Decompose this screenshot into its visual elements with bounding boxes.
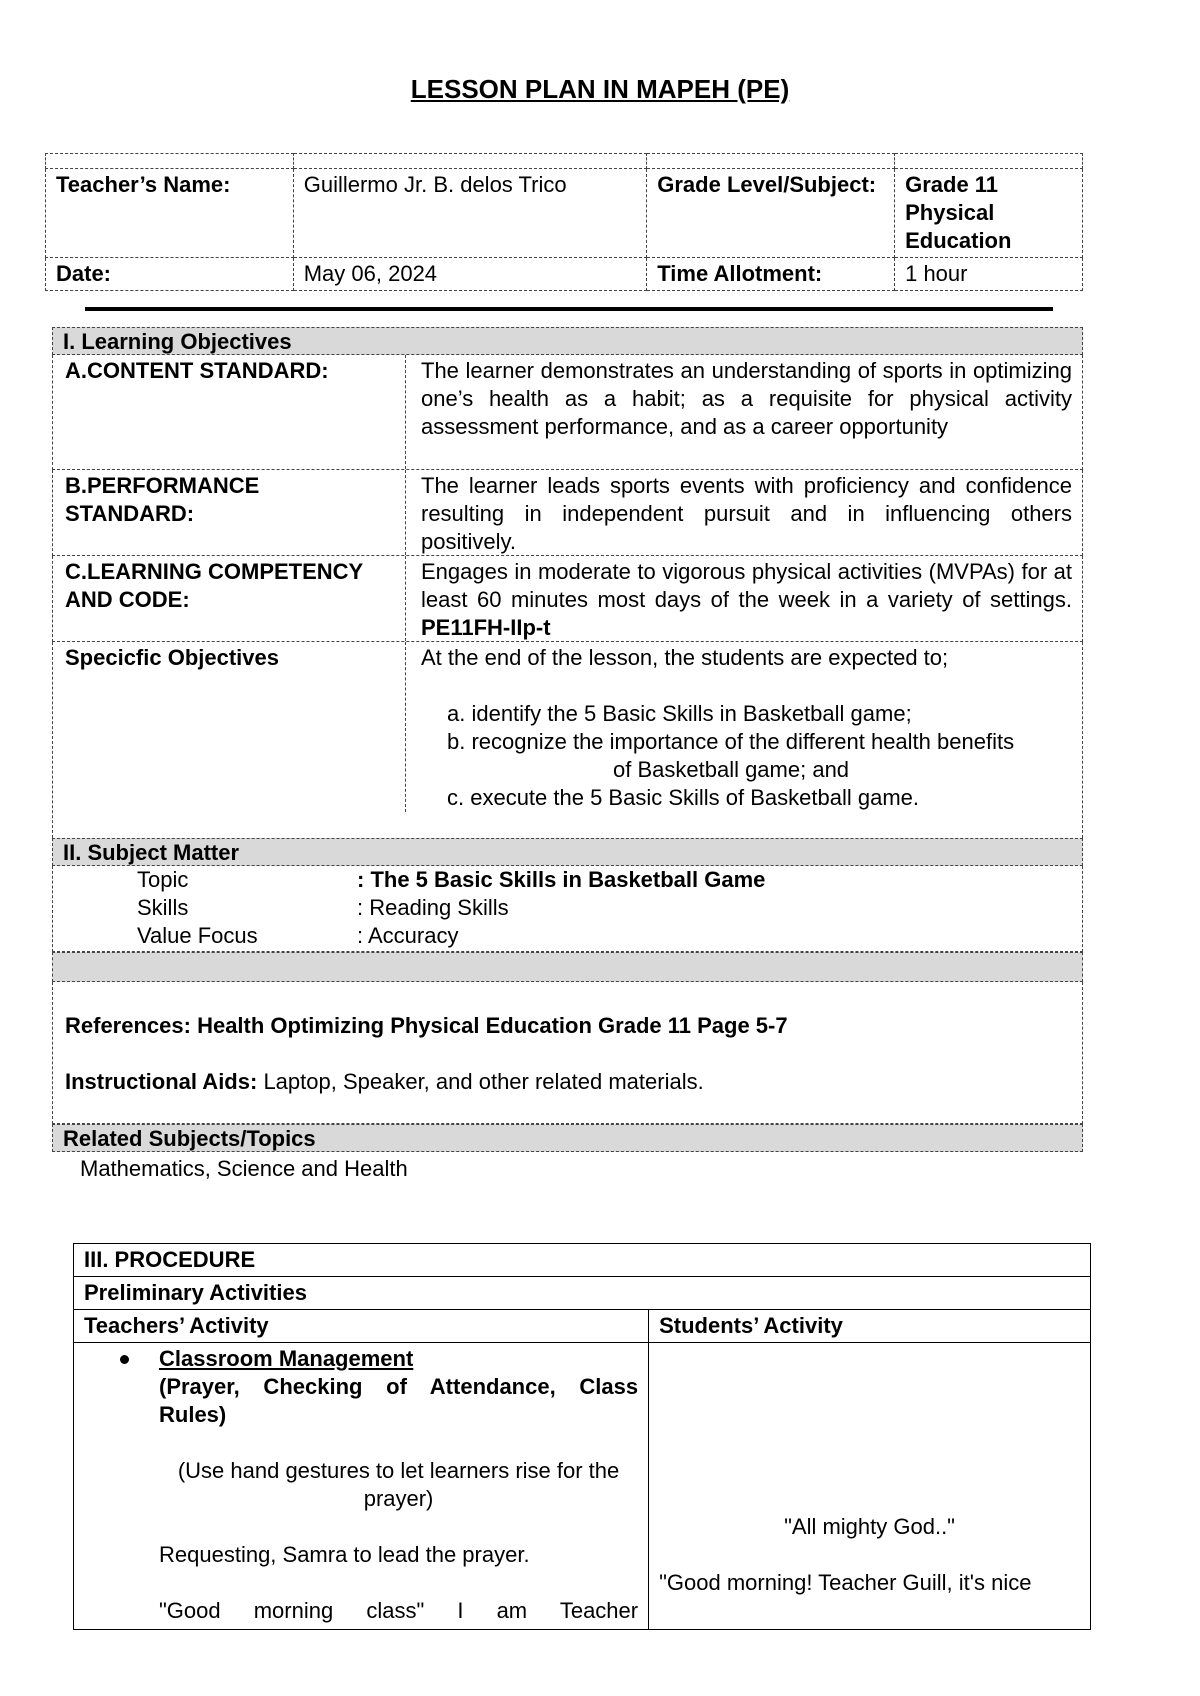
preliminary-activities: Preliminary Activities xyxy=(74,1277,1091,1310)
references-line xyxy=(65,1012,788,1040)
teacher-name-value: Guillermo Jr. B. delos Trico xyxy=(293,169,647,258)
related-subjects-value: Mathematics, Science and Health xyxy=(80,1156,408,1181)
topic-value: : The 5 Basic Skills in Basketball Game xyxy=(357,867,766,892)
learning-competency-value-wrap xyxy=(413,558,1072,642)
date-value: May 06, 2024 xyxy=(293,258,647,291)
competency-code: PE11FH-IIp-t xyxy=(421,615,551,640)
learning-objectives-heading: I. Learning Objectives xyxy=(52,327,1083,355)
teachers-activity-header: Teachers’ Activity xyxy=(74,1310,649,1343)
performance-standard-row xyxy=(52,470,1083,556)
specific-objectives-intro: At the end of the lesson, the students are expected to; xyxy=(421,645,949,670)
performance-standard-value: The learner leads sports events with proficiency and confidence resulting in independent pursuit and in influencing others positively. xyxy=(421,473,1072,554)
value-focus-label: Value Focus xyxy=(137,923,258,948)
instructional-aids-line xyxy=(65,1068,704,1096)
time-allotment-value: 1 hour xyxy=(895,258,1083,291)
students-activity-cell xyxy=(649,1343,1091,1630)
related-subjects-heading: Related Subjects/Topics xyxy=(52,1124,1083,1152)
performance-standard-label: B.PERFORMANCE STANDARD: xyxy=(65,473,260,526)
grade-subject-value: Grade 11 Physical Education xyxy=(895,169,1083,258)
topic-label: Topic xyxy=(137,867,189,892)
blank-shaded-row xyxy=(52,952,1083,982)
specific-objectives-label: Specicfic Objectives xyxy=(65,645,279,670)
subject-matter-row xyxy=(52,866,1083,952)
specific-objectives-list xyxy=(447,700,1072,812)
classroom-management-sub: (Prayer, Checking of Attendance, Class Rules) xyxy=(159,1374,639,1427)
references-row xyxy=(52,982,1083,1124)
teachers-activity-cell xyxy=(74,1343,649,1630)
learning-competency-label: C.LEARNING COMPETENCY AND CODE: xyxy=(65,559,363,612)
teacher-name-label: Teacher’s Name: xyxy=(46,169,294,258)
date-label: Date: xyxy=(46,258,294,291)
divider-line xyxy=(85,307,1053,311)
procedure-table xyxy=(73,1243,1091,1630)
subject-matter-heading: II. Subject Matter xyxy=(52,838,1083,866)
greeting-response: "Good morning! Teacher Guill, it's nice xyxy=(659,1570,1032,1595)
instructional-aids-label: Instructional Aids: xyxy=(65,1069,258,1094)
learning-competency-value: Engages in moderate to vigorous physical activities (MVPAs) for at least 60 minutes most days of the week in a variety of settings. xyxy=(421,559,1072,612)
classroom-management-block xyxy=(84,1345,638,1429)
specific-objectives-row xyxy=(52,642,1083,838)
instructional-aids-value: Laptop, Speaker, and other related materials. xyxy=(263,1069,704,1094)
grade-subject-label: Grade Level/Subject: xyxy=(647,169,895,258)
page-title: LESSON PLAN IN MAPEH (PE) xyxy=(410,74,790,104)
content-standard-label: A.CONTENT STANDARD: xyxy=(65,358,329,383)
bullet-icon xyxy=(120,1355,129,1364)
content-standard-value: The learner demonstrates an understanding of sports in optimizing one’s health as a habit; as a requisite for physical activity assessment performance, and as a career opportunity xyxy=(421,358,1072,439)
teacher-info-table xyxy=(45,153,1083,291)
time-allotment-label: Time Allotment: xyxy=(647,258,895,291)
request-prayer: Requesting, Samra to lead the prayer. xyxy=(159,1542,530,1567)
procedure-heading: III. PROCEDURE xyxy=(74,1244,1091,1277)
classroom-management-title: Classroom Management xyxy=(159,1346,414,1371)
gesture-note: (Use hand gestures to let learners rise for the prayer) xyxy=(177,1458,620,1511)
references-value: Health Optimizing Physical Education Grade 11 Page 5-7 xyxy=(197,1013,788,1038)
content-standard-row xyxy=(52,355,1083,470)
objective-item-c: c. execute the 5 Basic Skills of Basketball game. xyxy=(447,785,920,810)
objective-item-a: a. identify the 5 Basic Skills in Basketball game; xyxy=(447,701,912,726)
references-label: References: xyxy=(65,1013,191,1038)
skills-label: Skills xyxy=(137,895,189,920)
skills-value: : Reading Skills xyxy=(357,895,509,920)
prayer-response: "All mighty God.." xyxy=(784,1514,955,1539)
value-focus-value: : Accuracy xyxy=(357,923,459,948)
objective-item-b-cont: of Basketball game; and xyxy=(613,757,850,782)
learning-competency-row xyxy=(52,556,1083,642)
objective-item-b: b. recognize the importance of the different health benefits xyxy=(447,729,1015,754)
greeting: "Good morning class" I am Teacher xyxy=(159,1598,639,1623)
students-activity-header: Students’ Activity xyxy=(649,1310,1091,1343)
